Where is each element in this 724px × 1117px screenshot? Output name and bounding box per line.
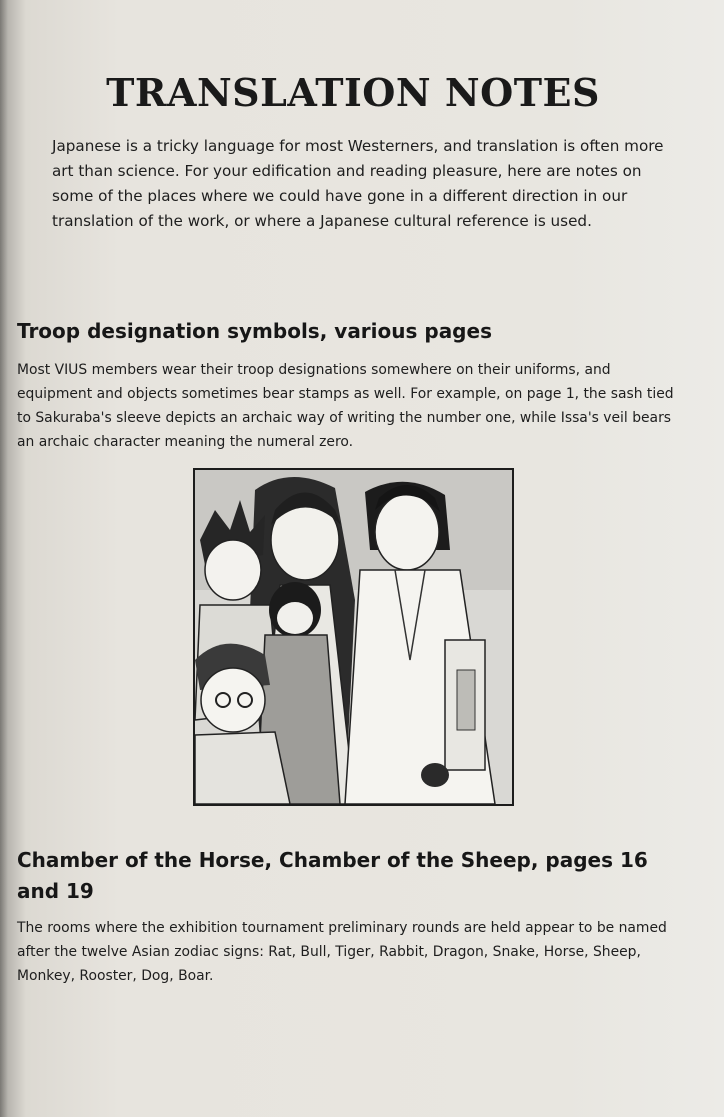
section-heading-troop-symbols: Troop designation symbols, various pages: [17, 319, 492, 343]
intro-paragraph: Japanese is a tricky language for most Westerners, and translation is often more art than science. For your edification and reading pleasure, here are notes on some of the places where we could have gone in a different direction in our translation of the work, or where a Japanese cultural reference is used.: [52, 137, 664, 230]
page-title: TRANSLATION NOTES: [106, 70, 600, 115]
manga-illustration: [193, 468, 514, 806]
section-heading-zodiac-chambers: Chamber of the Horse, Chamber of the Sheep, pages 16 and 19: [17, 848, 648, 903]
manga-characters-drawing: [195, 470, 512, 804]
section-body-troop-symbols: Most VIUS members wear their troop designations somewhere on their uniforms, and equipment and objects sometimes bear stamps as well. For example, on page 1, the sash tied to Sakuraba's sleeve depicts an archaic way of writing the number one, while Issa's veil bears an archaic character meaning the numeral zero.: [17, 362, 674, 450]
section-body-zodiac-chambers: The rooms where the exhibition tournament preliminary rounds are held appear to be named after the twelve Asian zodiac signs: Rat, Bull, Tiger, Rabbit, Dragon, Snake, Horse, Sheep, Monkey, Rooster, Dog, Boar.: [17, 920, 667, 984]
